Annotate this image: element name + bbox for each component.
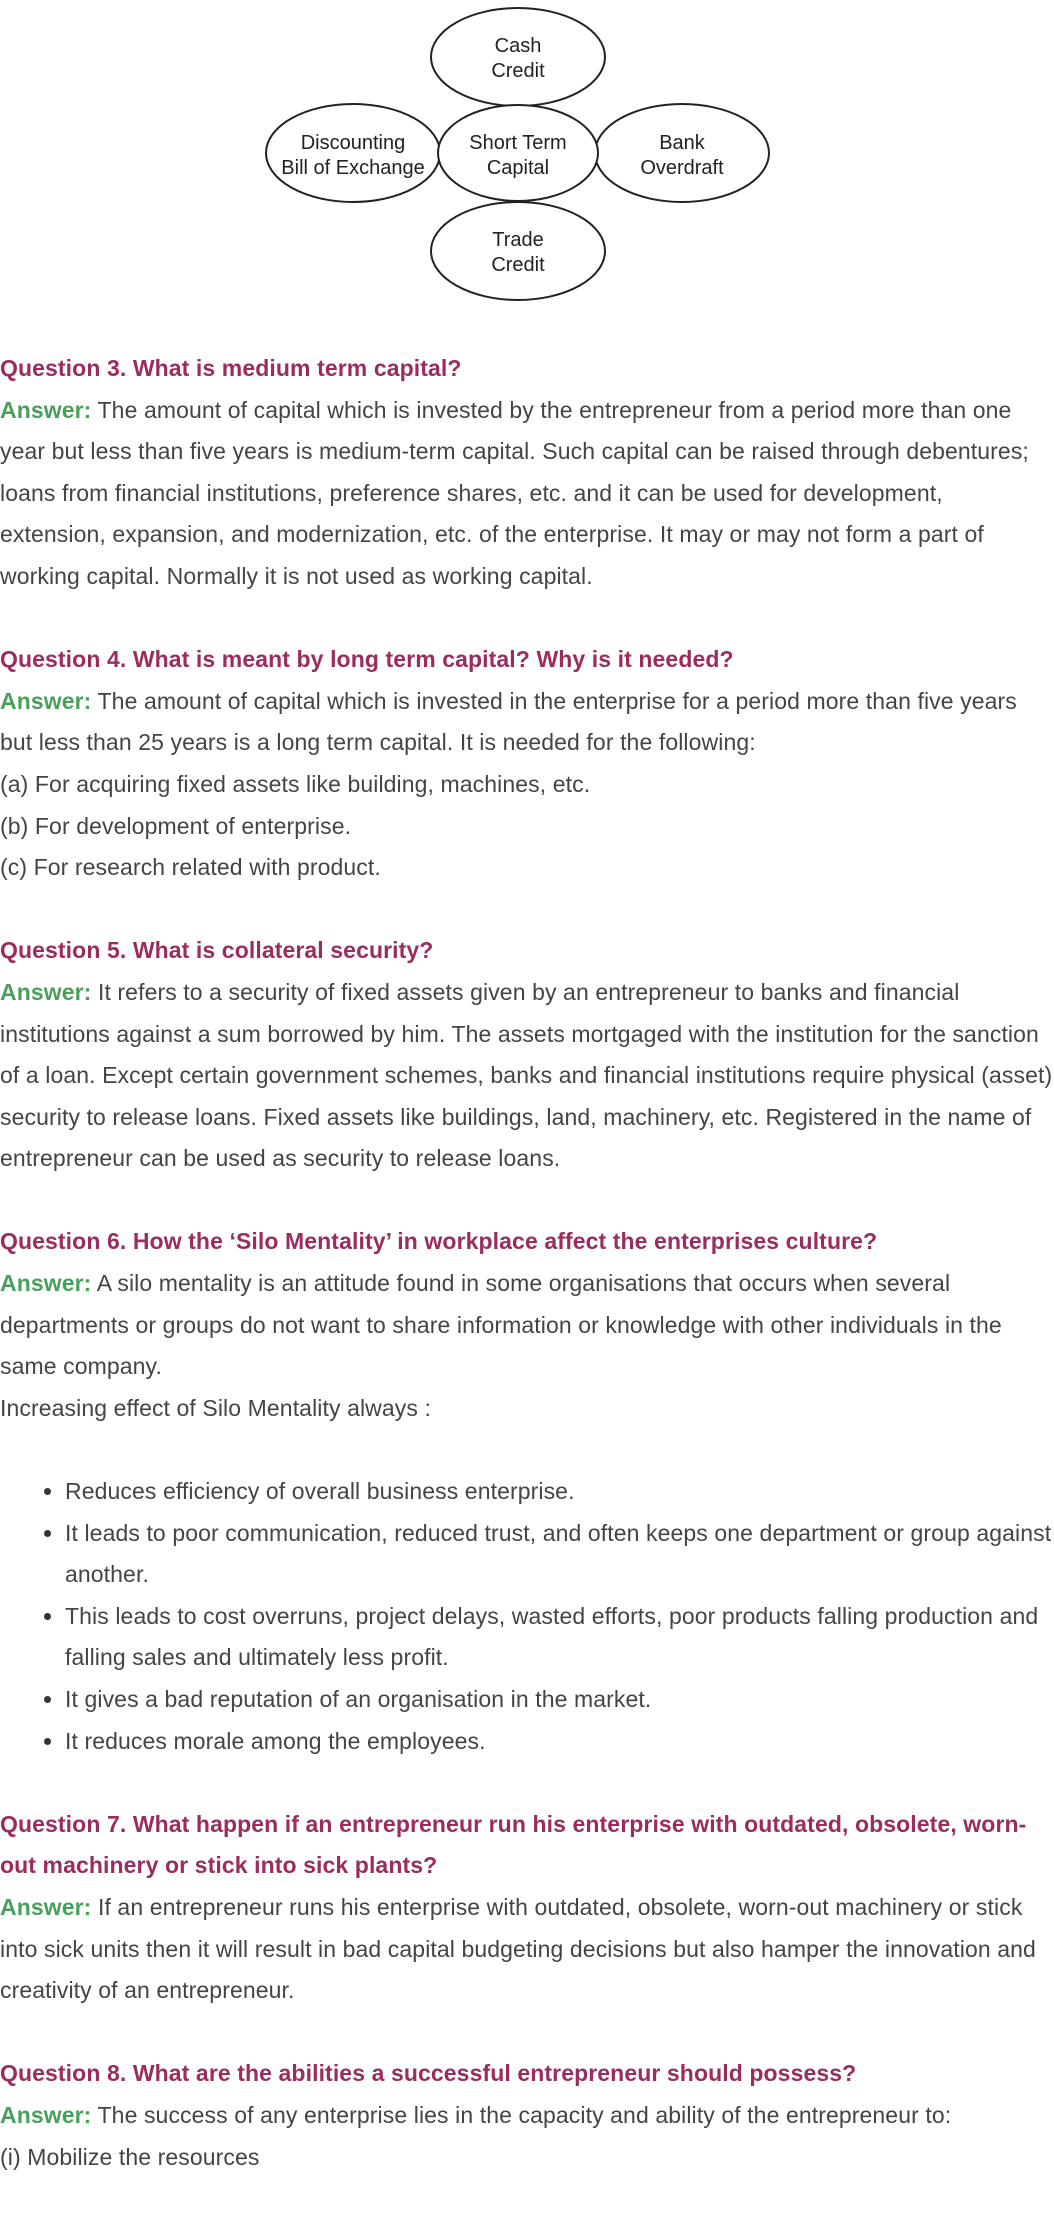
- answer-line: Increasing effect of Silo Mentality always :: [0, 1394, 431, 1421]
- answer-text: A silo mentality is an attitude found in some organisations that occurs when several departments or groups do not want to share information or knowledge with other individuals in the same company.: [0, 1270, 1002, 1380]
- node-left-line-1: Discounting: [300, 132, 406, 154]
- answer-paragraph: [0, 972, 1054, 1180]
- answer-paragraph: [0, 1887, 1054, 2012]
- answer-text: The amount of capital which is invested in the enterprise for a period more than five years but less than 25 years is a long term capital. It is needed for the following:: [0, 687, 1017, 756]
- answer-text: The amount of capital which is invested by the entrepreneur from a period more than one year but less than five years is medium-term capital. Such capital can be raised through debentures; loans from financial institutions, preference shares, etc. and it can be used for development, extension, expansion, and modernization, etc. of the enterprise. It may or may not form a part of working capital. Normally it is not used as working capital.: [0, 396, 1029, 589]
- qa-block-q5: [0, 930, 1054, 1180]
- qa-block-q4: [0, 639, 1054, 889]
- list-item: • This leads to cost overruns, project delays, wasted efforts, poor products falling production and falling sales and ultimately less profit.: [65, 1596, 1054, 1679]
- node-center-line-1: Short Term: [469, 132, 567, 154]
- question-heading: Question 8. What are the abilities a successful entrepreneur should possess?: [0, 2060, 857, 2087]
- short-term-capital-diagram: [0, 0, 1054, 330]
- node-bottom-line-2: Credit: [491, 254, 545, 276]
- answer-text: The success of any enterprise lies in the capacity and ability of the entrepreneur to:: [97, 2101, 952, 2128]
- answer-paragraph: [0, 390, 1054, 598]
- question-heading: Question 5. What is collateral security?: [0, 937, 434, 964]
- node-left-line-2: Bill of Exchange: [281, 157, 425, 179]
- answer-label: Answer:: [0, 978, 92, 1005]
- node-bottom-line-1: Trade: [492, 229, 544, 251]
- node-top-line-2: Credit: [491, 60, 545, 82]
- answer-line: (i) Mobilize the resources: [0, 2143, 260, 2170]
- answer-line: (b) For development of enterprise.: [0, 812, 352, 839]
- answer-label: Answer:: [0, 2101, 92, 2128]
- diagram-node-right: [595, 104, 769, 202]
- qa-content: [0, 348, 1054, 2220]
- answer-paragraph: [0, 681, 1054, 764]
- qa-block-q3: [0, 348, 1054, 598]
- answer-line: (c) For research related with product.: [0, 854, 381, 881]
- answer-label: Answer:: [0, 396, 92, 423]
- answer-label: Answer:: [0, 1893, 92, 1920]
- question-heading: Question 3. What is medium term capital?: [0, 355, 462, 381]
- question-heading: Question 7. What happen if an entrepreneur run his enterprise with outdated, obsolete, worn-out machinery or stick into sick plants?: [0, 1810, 1027, 1879]
- answer-text: It refers to a security of fixed assets given by an entrepreneur to banks and financial institutions against a sum borrowed by him. The assets mortgaged with the institution for the sanction of a loan. Except certain government schemes, banks and financial institutions require physical (asset) security to release loans. Fixed assets like buildings, land, machinery, etc. Registered in the name of entrepreneur can be used as security to release loans.: [0, 978, 1053, 1172]
- silo-effects-list: [0, 1471, 1054, 1762]
- answer-label: Answer:: [0, 1270, 92, 1297]
- answer-line: (a) For acquiring fixed assets like building, machines, etc.: [0, 770, 591, 797]
- answer-label: Answer:: [0, 687, 92, 714]
- answer-paragraph: [0, 2095, 1054, 2137]
- node-top-line-1: Cash: [494, 35, 542, 57]
- qa-block-q6: [0, 1221, 1054, 1762]
- node-right-line-1: Bank: [659, 132, 705, 154]
- diagram-node-center: [438, 105, 598, 201]
- answer-text: If an entrepreneur runs his enterprise with outdated, obsolete, worn-out machinery or stick into sick units then it will result in bad capital budgeting decisions but also hamper the innovation and creativity of an entrepreneur.: [0, 1893, 1036, 2004]
- list-item: • Reduces efficiency of overall business enterprise.: [65, 1471, 1054, 1513]
- question-heading: Question 6. How the ‘Silo Mentality’ in workplace affect the enterprises culture?: [0, 1228, 878, 1255]
- qa-block-q8: [0, 2053, 1054, 2178]
- list-item: • It gives a bad reputation of an organisation in the market.: [65, 1679, 1054, 1721]
- list-item: • It reduces morale among the employees.: [65, 1721, 1054, 1763]
- answer-paragraph: [0, 1263, 1054, 1388]
- question-heading: Question 4. What is meant by long term capital? Why is it needed?: [0, 646, 734, 673]
- list-item: • It leads to poor communication, reduced trust, and often keeps one department or group against another.: [65, 1513, 1054, 1596]
- diagram-node-left: [266, 104, 440, 202]
- diagram-node-top: [431, 8, 605, 106]
- node-center-line-2: Capital: [486, 157, 550, 179]
- qa-block-q7: [0, 1804, 1054, 2012]
- diagram-node-bottom: [431, 202, 605, 300]
- node-right-line-2: Overdraft: [640, 157, 724, 179]
